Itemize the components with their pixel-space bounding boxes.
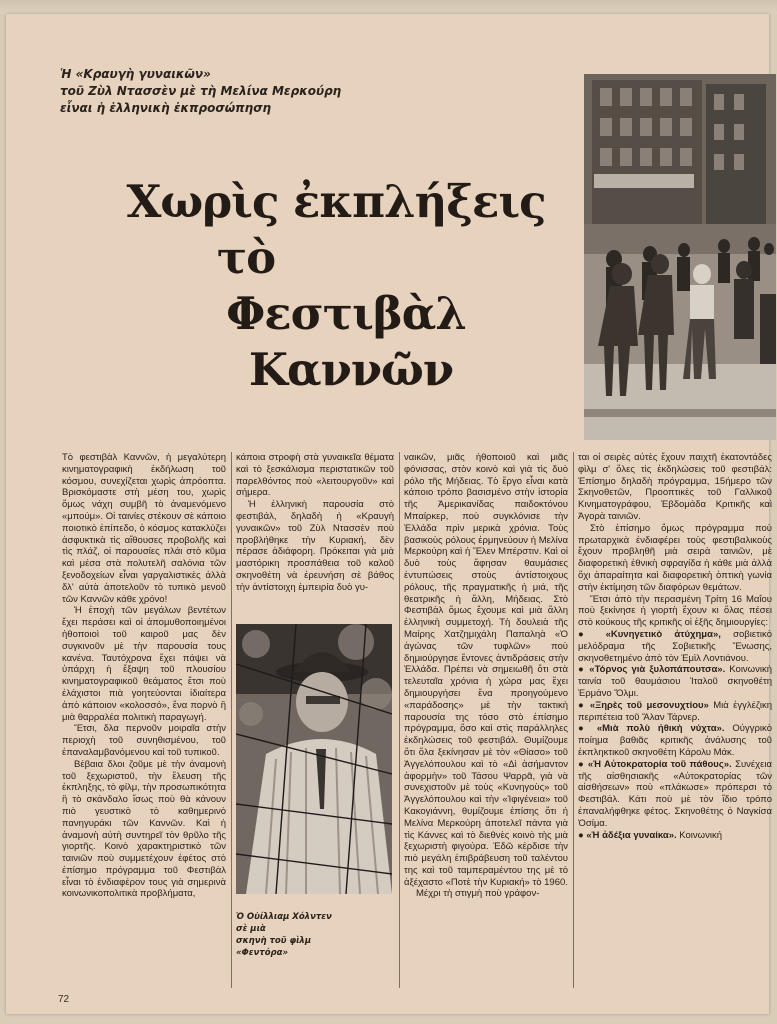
film-list-item: [578, 759, 772, 830]
article-column-2: [236, 452, 394, 594]
article-column-3: [404, 452, 568, 900]
film-list-item: [578, 629, 772, 664]
kicker: [60, 66, 380, 117]
column-rule-1: [231, 452, 232, 988]
film-list-item: [578, 723, 772, 758]
caption-line-3: σκηνὴ τοῦ φὶλμ: [236, 936, 312, 946]
film-title: ● «Κυνηγετικὸ ἀτύχημα»,: [578, 628, 721, 640]
article-paragraph: Μέχρι τὴ στιγμὴ ποὺ γράφον-: [416, 888, 540, 900]
article-paragraph: Τὸ φεστιβὰλ Καννῶν, ἡ μεγαλύτερη κινηματογραφικὴ ἐκδήλωση τοῦ κόσμου, συνεχίζεται χωρὶς ἀπρόοπτα. Βρισκόμαστε στὴ μέση του, χωρὶς ὅμως νάχη συμβῆ τὸ ἀναμενόμενο «μπούμ». Οἱ ταινίες στέκουν σὲ κάποιο ποιοτικὸ ἐπίπεδο, ὁ κόσμος κατακλύζει ἀσφυκτικὰ τὶς αἴθουσες προβολῆς καὶ τὶς πλάζ, οἱ παρουσίες πλάι στὸ κῦμα καὶ μέσα στὰ πολυτελῆ σαλόνια τῶν ξενοδοχείων εἶναι γαργαλιστικὲς ἀλλὰ δλ' αὐτὰ ἀποτελοῦν τὸ τυπικὸ μενοῦ τῶν Καννῶν κάθε χρόνο!: [62, 452, 226, 605]
kicker-line-2: τοῦ Ζὺλ Ντασσὲν μὲ τὴ Μελίνα Μερκούρη: [60, 84, 342, 98]
headline-line-3: Φεστιβὰλ: [226, 287, 466, 340]
headline-line-1: Χωρὶς ἐκπλήξεις: [126, 175, 546, 228]
article-paragraph: ται οἱ σειρὲς αὐτὲς ἔχουν παιχτῆ ἑκατοντάδες φὶλμ σ' ὅλες τὶς ἐκδηλώσεις τοῦ φεστιβάλ: Ἐπίσημο δηλαδὴ πρόγραμμα, 15ήμερο τῶν Σκηνοθετῶν, Προοπτικὲς τοῦ Γαλλικοῦ Κινηματογράφου, Ἑβδομάδα Κριτικῆς καὶ Ἀγορὰ ταινιῶν.: [578, 452, 772, 522]
film-list-item: [578, 830, 772, 842]
article-paragraph: Ἔτσι ἀπὸ τὴν περασμένη Τρίτη 16 Μαΐου ποὺ ξεκίνησε ἡ γιορτὴ ἔχουν κι ὅλας πέσει στὸ κούκους τῆς κριτικῆς οἱ ἑξῆς δημιουργίες:: [578, 593, 772, 629]
film-description: σοβιετικὸ μελόδραμα τῆς Σοβιετικῆς Ἕνωσης, σκηνοθετημένο ἀπὸ τὸν Ἐμὶλ Λοντιάνου.: [578, 628, 772, 664]
headline: [96, 174, 576, 398]
film-description: Οὐγγρικὸ ποίημα βαθιᾶς κριτικῆς ἀνάλυσης τοῦ ἐκπληκτικοῦ σκηνοθέτη Κάρολυ Μάκ.: [578, 723, 772, 758]
article-paragraph: Στὸ ἐπίσημο ὅμως πρόγραμμα ποὺ πρωταρχικὰ ἐνδιαφέρει τοὺς φεστιβαλικοὺς ἔχουν προβληθῆ μιὰ σειρὰ ταινιῶν, μὲ διαφορετικὴ ἐθνικὴ σφραγίδα ἡ κάθε μιὰ ἀλλὰ ὅχι ἀπαραίτητα καὶ διαφορετικὴ ὀπτικὴ γωνία στὴν ἐκτίμηση τῶν διαφόρων θεμάτων.: [578, 522, 772, 593]
film-title: ● «Ἡ ἀδέξια γυναίκα».: [578, 829, 677, 841]
holden-portrait-illustration: [236, 624, 392, 894]
kicker-line-1: Ἡ «Κραυγὴ γυναικῶν»: [60, 67, 211, 81]
article-paragraph: Ἔτσι, δλα περνοῦν μοιραῖα στὴν περιοχὴ τοῦ συνηθισμένου, τοῦ ἐπαναλαμβανόμενου καὶ τοῦ τυπικοῦ.: [62, 723, 226, 758]
caption-line-1: Ὁ Οὐίλλιαμ Χόλντεν: [236, 912, 332, 922]
film-description: Συνέχεια τῆς αἰσθησιακῆς «Αὐτοκρατορίας τῶν αἰσθήσεων» ποὺ «πλάκωσε» πρόπερσι τὸ Φεστιβάλ. Κάτι ποὺ μὲ τὸν ἴδιο τρόπο ἐπαναλήφθηκε φέτος. Σκηνοθέτης ὁ Ναγκίσα Ὀσίμα.: [578, 758, 772, 829]
street-crowd-illustration: [584, 74, 776, 440]
film-title: ● «Μιὰ πολὺ ἠθικὴ νύχτα».: [578, 723, 725, 735]
article-paragraph: ναικῶν, μιᾶς ἠθοποιοῦ καὶ μιᾶς φόνισσας, στὸν κοινὸ καὶ γιὰ τὶς δυὸ ρόλο τῆς Μήδειας. Τὸ ἔργο εἶναι κατὰ κάποιο τρόπο βασισμένο στὴν ἱστορία τῆς Ἀμερικανίδας παιδοκτόνου Μπαίρκερ, ποὺ συγκλόνισε τὴν Ἑλλάδα πρὶν μερικὰ χρόνια. Τοὺς βασικοὺς ρόλους ἑρμηνεύουν ἡ Μελίνα Μερκούρη καὶ ἡ Ἔλεν Μπέρστιν. Καὶ οἱ δυὸ τοὺς ἄφησαν θαυμάσιες ἐντυπώσεις στοὺς ἀντίστοιχους ρόλους, τῆς πραγματικῆς ἡ μιά, τῆς θεατρικῆς ἡ ἄλλη, Μήδειας. Στὸ Φεστιβὰλ ὅμως ἔχουμε καὶ μιὰ ἄλλη ἑλληνικὴ συμμετοχή. Τὴ δουλειὰ τῆς Μαίρης Χατζημιχάλη Παπαληὰ «Ὁ ἀγώνας τῶν τυφλῶν» ποὺ δημιούργησε ἔντονες ἀντιδράσεις στὴν Ἑλλάδα. Πρέπει νὰ σημειωθῆ ὅτι στὰ τελευταῖα χρόνια ἡ χώρα μας ἔχει δημιουργήσει ἕνα προηγούμενο «παράδοσης» μὲ τὴν τακτικὴ παρουσία της τόσο στὸ ἐπίσημο πρόγραμμα, ὅσο καὶ στὶς παράλληλες ἐκδηλώσεις τοῦ φεστιβάλ. Θυμίζουμε ὅτι ὅλα ξεκίνησαν μὲ τὸν «Θίασο» τοῦ Ἀγγελόπουλου καὶ τὸ «Δὶ ἀσήμαντον ἀφορμὴν» τοῦ Τάσου Ψαρρᾶ, γιὰ νὰ συνεχιστοῦν μὲ τοὺς «Κυνηγοὺς» τοῦ Ἀγγελόπουλου καὶ τὴν «Ἰφιγένεια» τοῦ Κακογιάννη, θυμίζουμε ἐπίσης ὅτι ἡ Μελίνα Μερκούρη ἀποτελεῖ πάντα γιὰ τὶς Κάννες καὶ τὸ διεθνὲς κοινὸ τὴς μιὰ ξεχωριστὴ φιγούρα. Ἐδῶ κέρδισε τὴν πιὸ μεγάλη ἐπιβράβευση τοῦ ταλέντου της καὶ τοῦ ταμπεραμέντου της μὲ τὸ ἀξέχαστο «Ποτὲ τὴν Κυριακή» τὸ 1960.: [404, 452, 568, 888]
magazine-page: [6, 14, 772, 1014]
film-title: ● «Ξηρὲς τοῦ μεσονυχτίου»: [578, 699, 709, 711]
street-crowd-photo: [584, 74, 776, 440]
film-title: ● «Ἡ Αὐτοκρατορία τοῦ πάθους».: [578, 758, 732, 770]
column-rule-3: [573, 452, 574, 988]
film-description: Κοινωνική: [676, 829, 722, 841]
column-rule-2: [399, 452, 400, 988]
film-title: ● «Τόρνος γιὰ ξυλοπάπουτσα».: [578, 664, 726, 676]
photo-caption: [236, 911, 346, 959]
article-column-4: [578, 452, 772, 841]
headline-line-2: τὸ: [216, 231, 276, 284]
caption-line-2: σὲ μιὰ: [236, 924, 266, 934]
caption-line-4: «Φεντόρα»: [236, 948, 288, 958]
film-description: Κοινωνικὴ ταινία τοῦ θαυμάσιου Ἰταλοῦ σκηνοθέτη Ἐρμάνο Ὄλμι.: [578, 664, 772, 699]
holden-photo: [236, 624, 392, 894]
article-paragraph: Βέβαια δλοι ζοῦμε μὲ τὴν ἀναμονὴ τοῦ ξεχωριστοῦ, τὴν ἔλευση τῆς ἐκπληξης, τὸ φίλμ, τὴν προσωπικότητα ἢ τὸ σκάνδαλο ἴσως ποὺ θὰ κάνουν πιὸ γευστικὸ τὸ καθημερινὸ πανηγυράκι τῶν Καννῶν. Καὶ ἡ ἀναμονὴ αὐτὴ συντηρεῖ τὸν θρῦλο τῆς γιορτῆς. Κοινὸ χαρακτηριστικὸ τῶν ταινιῶν ποὺ συμμετέχουν ἐφέτος στὸ ἐπίσημο πρόγραμμα τοῦ Φεστιβὰλ εἶναι τὸ ἐνδιαφέρον τους γιὰ σημερινὰ κοινωνικοπολιτικὰ προβλήματα,: [62, 758, 226, 900]
film-description: Μιὰ ἐγγλέζικη περιπέτεια τοῦ Ἄλαν Τάρνερ.: [578, 699, 772, 723]
kicker-line-3: εἶναι ἡ ἑλληνικὴ ἐκπροσώπηση: [60, 101, 272, 115]
article-paragraph: κάποια στροφὴ στὰ γυναικεῖα θέματα καὶ τὸ ξεσκάλισμα περιστατικῶν τοῦ παρελθόντος ποὺ «λειτουργοῦν» καὶ σήμερα.: [236, 452, 394, 499]
scan-edge: [0, 0, 777, 14]
article-paragraph: Ἡ ἐποχὴ τῶν μεγάλων βεντέτων ἔχει περάσει καὶ οἱ ἀπομυθοποιημένοι ἠθοποιοὶ τοῦ καιροῦ μας δὲν συγκινοῦν μὲ τὴν παρουσία τους κανένα. Ταυτόχρονα ἔχει πάψει νὰ ὑπάρχη ἡ ἔξαψη τοῦ πλουσίου κινηματογραφικοῦ θεάματος ἔτσι ποὺ ἐλάχιστοι πιὰ γοητεύονται ἰδιαίτερα ἀπὸ κάποιον «κολοσσό», ἕνα πορνὸ ἢ μιὰ θαρραλέα πολιτικὴ παραγωγή.: [62, 605, 226, 723]
article-column-1: [62, 452, 226, 900]
film-list-item: [578, 700, 772, 724]
article-paragraph: Ἡ ἑλληνικὴ παρουσία στὸ φεστιβάλ, δηλαδὴ ἡ «Κραυγὴ γυναικῶν» τοῦ Ζὺλ Ντασσὲν ποὺ προβλήθηκε τὴν Κυριακή, δὲν πέρασε ἀδιάφορη. Πρόκειται γιὰ μιὰ μαστόρικη προσπάθεια τοῦ καλοῦ σκηνοθέτη νὰ ἐρευνήση σὲ βάθος τὴν ἀντίστοιχη ἐμπειρία δυὸ γυ-: [236, 499, 394, 593]
page-number: 72: [58, 994, 70, 1005]
film-list-item: [578, 664, 772, 699]
headline-line-4: Καννῶν: [248, 343, 454, 396]
